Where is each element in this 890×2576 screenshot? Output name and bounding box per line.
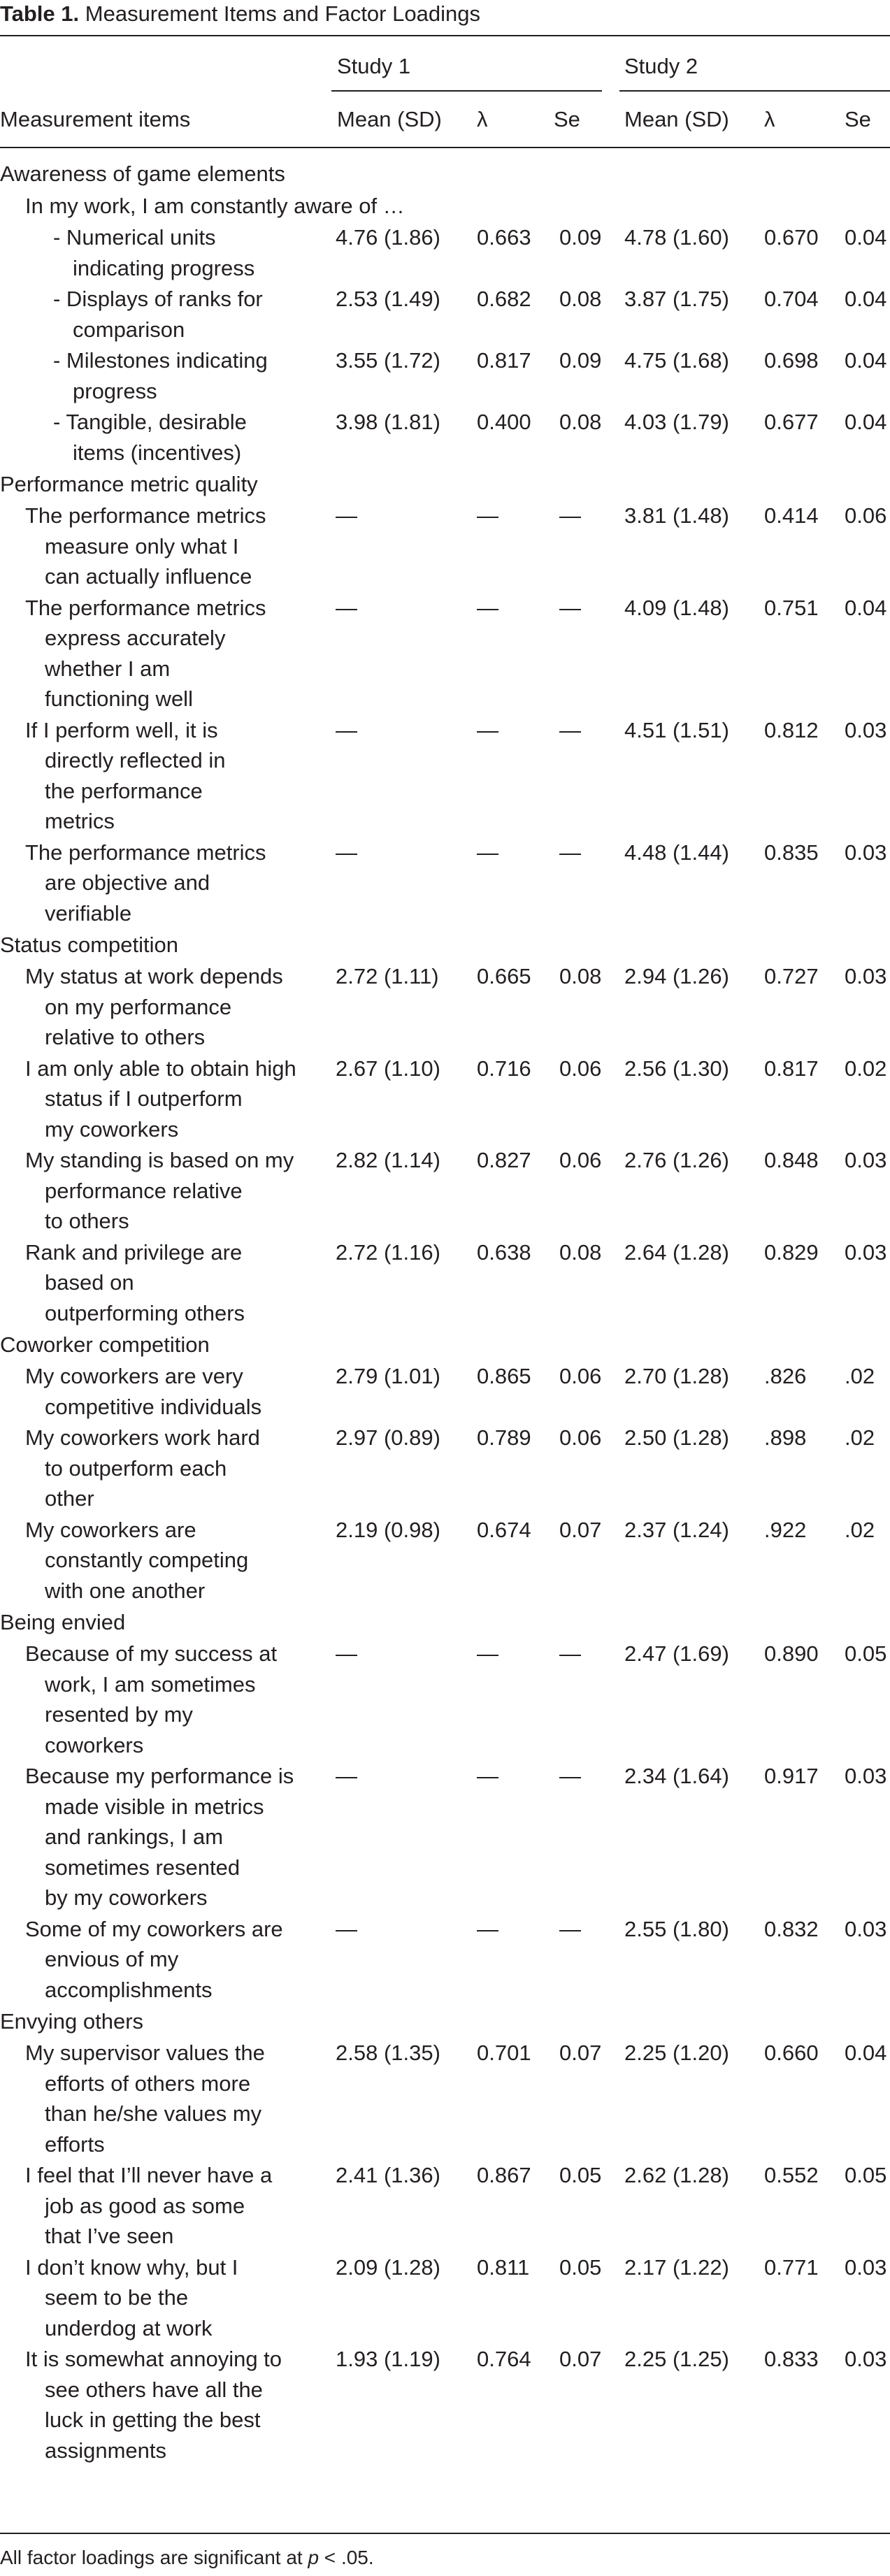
item-text-line: comparison — [73, 317, 185, 342]
cell-mean-study2: 2.56 (1.30) — [624, 1056, 729, 1081]
item-text-line: by my coworkers — [45, 1885, 208, 1910]
item-text-line: on my performance — [45, 994, 232, 1019]
item-text-line: and rankings, I am — [45, 1825, 224, 1849]
cell-lambda-study1: 0.811 — [477, 2254, 530, 2280]
table-row — [0, 2252, 890, 2345]
bottom-rule — [0, 2533, 890, 2534]
cell-mean-study1: 2.72 (1.16) — [336, 1239, 440, 1265]
item-text-line: based on — [45, 1270, 134, 1295]
cell-lambda-study2: 0.817 — [764, 1056, 819, 1081]
item-text-line: The performance metrics — [25, 840, 266, 865]
cell-se-study1: 0.05 — [559, 2254, 602, 2280]
cell-se-study1: 0.05 — [559, 2163, 602, 2187]
item-text-line: than he/she values my — [45, 2101, 262, 2126]
cell-mean-study2: 2.34 (1.64) — [624, 1764, 729, 1788]
cell-lambda-study1: — — [477, 1764, 498, 1788]
item-text-line: I am only able to obtain high — [25, 1056, 296, 1081]
cell-mean-study2: 4.51 (1.51) — [624, 717, 729, 742]
header-rule — [0, 147, 890, 148]
table-row — [0, 1639, 890, 1761]
item-text-line: functioning well — [45, 686, 193, 711]
table-row — [0, 345, 890, 407]
cell-se-study1: 0.06 — [559, 1056, 602, 1081]
item-text-line: to outperform each — [45, 1455, 227, 1481]
item-text-line: envious of my — [45, 1947, 179, 1971]
cell-lambda-study2: .922 — [764, 1517, 807, 1542]
cell-lambda-study2: 0.727 — [764, 964, 819, 988]
item-text-line: metrics — [45, 809, 115, 833]
cell-mean-study2: 4.09 (1.48) — [624, 595, 729, 620]
cell-lambda-study1: — — [477, 503, 498, 528]
table-title: Measurement Items and Factor Loadings — [85, 1, 480, 26]
item-text-line: accomplishments — [45, 1977, 213, 2002]
item-text — [25, 1237, 245, 1329]
cell-lambda-study2: 0.751 — [764, 595, 819, 620]
col-header-mean-2: Mean (SD) — [624, 107, 729, 131]
item-text-line: - Milestones indicating — [53, 348, 268, 373]
item-text-line: indicating progress — [73, 255, 255, 280]
item-text-line: efforts — [45, 2131, 105, 2157]
col-header-se-2: Se — [845, 107, 871, 131]
cell-se-study2: 0.03 — [845, 840, 887, 865]
table-row — [0, 1237, 890, 1330]
item-text — [25, 1761, 294, 1913]
item-text-line: seem to be the — [45, 2285, 189, 2310]
cell-lambda-study2: 0.832 — [764, 1916, 819, 1941]
cell-lambda-study1: 0.638 — [477, 1239, 531, 1265]
table-row — [0, 1515, 890, 1607]
cell-mean-study1: 3.98 (1.81) — [336, 410, 440, 434]
cell-lambda-study1: — — [477, 595, 498, 620]
cell-mean-study2: 2.37 (1.24) — [624, 1517, 729, 1542]
item-text-line: performance relative — [45, 1178, 243, 1203]
item-text — [53, 222, 254, 283]
cell-mean-study2: 2.25 (1.25) — [624, 2347, 729, 2371]
section-heading: Being envied — [0, 1610, 126, 1634]
cell-se-study1: 0.09 — [559, 225, 602, 250]
item-text-line: other — [45, 1486, 94, 1511]
cell-mean-study2: 3.81 (1.48) — [624, 503, 729, 528]
item-text-line: It is somewhat annoying to — [25, 2347, 282, 2371]
item-text-line: whether I am — [45, 656, 171, 681]
item-text — [25, 1145, 294, 1237]
cell-lambda-study1: — — [477, 1641, 498, 1666]
table-row — [0, 2038, 890, 2160]
cell-lambda-study2: 0.835 — [764, 840, 819, 865]
cell-se-study2: 0.03 — [845, 1916, 887, 1941]
item-text — [25, 1639, 277, 1760]
table-row — [0, 284, 890, 345]
item-text-line: My coworkers are very — [25, 1364, 243, 1388]
cell-se-study1: 0.08 — [559, 964, 602, 988]
footnote-text-after: < .05. — [319, 2547, 374, 2568]
study1-rule — [331, 90, 602, 92]
cell-se-study1: 0.06 — [559, 1425, 602, 1450]
item-text-line: work, I am sometimes — [45, 1671, 256, 1697]
cell-se-study2: 0.06 — [845, 503, 887, 528]
cell-lambda-study2: 0.771 — [764, 2254, 819, 2280]
item-text-line: - Displays of ranks for — [53, 287, 263, 311]
table-row — [0, 407, 890, 468]
cell-mean-study2: 3.87 (1.75) — [624, 287, 729, 311]
table-row — [0, 2344, 890, 2466]
cell-se-study1: — — [559, 503, 581, 528]
cell-se-study1: 0.08 — [559, 287, 602, 311]
table-row — [0, 1145, 890, 1237]
item-text-line: with one another — [45, 1578, 206, 1603]
table-row — [0, 1914, 890, 2006]
item-text-line: express accurately — [45, 626, 226, 650]
cell-lambda-study1: 0.665 — [477, 964, 531, 988]
cell-lambda-study2: 0.552 — [764, 2163, 819, 2187]
item-text-line: resented by my — [45, 1702, 193, 1727]
cell-se-study2: 0.03 — [845, 964, 887, 988]
cell-mean-study2: 2.70 (1.28) — [624, 1364, 729, 1388]
cell-lambda-study1: 0.674 — [477, 1517, 531, 1542]
item-text — [25, 2252, 238, 2344]
cell-lambda-study1: 0.789 — [477, 1425, 531, 1450]
cell-mean-study1: 2.82 (1.14) — [336, 1148, 440, 1172]
cell-lambda-study2: 0.812 — [764, 717, 819, 742]
section-heading: Status competition — [0, 933, 179, 957]
cell-mean-study2: 4.03 (1.79) — [624, 410, 729, 434]
item-text — [25, 2344, 282, 2466]
table-row — [0, 1761, 890, 1914]
cell-se-study2: 0.03 — [845, 1148, 887, 1172]
cell-se-study1: 0.08 — [559, 410, 602, 434]
item-text — [25, 2160, 272, 2252]
cell-mean-study2: 4.75 (1.68) — [624, 348, 729, 373]
item-text-line: luck in getting the best — [45, 2408, 261, 2432]
col-header-lambda-1: λ — [477, 107, 488, 131]
cell-lambda-study1: 0.865 — [477, 1364, 531, 1388]
section-heading: Coworker competition — [0, 1332, 210, 1357]
table-caption — [0, 0, 890, 28]
cell-mean-study1: 2.67 (1.10) — [336, 1056, 440, 1081]
cell-mean-study1: 2.58 (1.35) — [336, 2041, 440, 2065]
cell-lambda-study1: 0.716 — [477, 1056, 531, 1081]
item-text-line: see others have all the — [45, 2377, 263, 2402]
cell-lambda-study1: 0.817 — [477, 348, 531, 373]
cell-mean-study1: — — [336, 717, 357, 742]
cell-se-study1: — — [559, 1916, 581, 1941]
item-text-line: my coworkers — [45, 1116, 179, 1142]
item-text — [25, 593, 266, 714]
cell-lambda-study2: 0.670 — [764, 225, 819, 250]
cell-mean-study1: 2.19 (0.98) — [336, 1517, 440, 1542]
cell-se-study2: 0.03 — [845, 717, 887, 742]
cell-mean-study2: 2.64 (1.28) — [624, 1239, 729, 1265]
cell-mean-study1: 2.41 (1.36) — [336, 2163, 440, 2187]
section-heading: Envying others — [0, 2009, 144, 2034]
item-text-line: Rank and privilege are — [25, 1239, 243, 1265]
section-heading: Awareness of game elements — [0, 161, 285, 186]
table-row — [0, 593, 890, 715]
cell-se-study1: 0.07 — [559, 2347, 602, 2371]
col-header-lambda-2: λ — [764, 107, 775, 131]
cell-se-study2: 0.04 — [845, 595, 887, 620]
item-text-line: sometimes resented — [45, 1855, 241, 1880]
item-text-line: verifiable — [45, 900, 132, 926]
item-text-line: I don’t know why, but I — [25, 2254, 238, 2280]
item-text-line: My status at work depends — [25, 964, 283, 988]
cell-se-study2: 0.05 — [845, 2163, 887, 2187]
item-text-line: - Numerical units — [53, 225, 216, 250]
cell-lambda-study2: 0.698 — [764, 348, 819, 373]
cell-se-study1: — — [559, 840, 581, 865]
item-text — [25, 961, 283, 1053]
cell-lambda-study1: 0.827 — [477, 1148, 531, 1172]
table-row — [0, 501, 890, 593]
cell-se-study1: 0.06 — [559, 1364, 602, 1388]
cell-lambda-study1: 0.867 — [477, 2163, 531, 2187]
item-text — [53, 407, 247, 468]
item-text-line: that I’ve seen — [45, 2224, 174, 2248]
item-text-line: My coworkers work hard — [25, 1425, 260, 1450]
cell-lambda-study2: 0.677 — [764, 410, 819, 434]
item-text-line: The performance metrics — [25, 503, 266, 528]
cell-mean-study2: 2.94 (1.26) — [624, 964, 729, 988]
cell-mean-study1: — — [336, 1641, 357, 1666]
cell-se-study1: — — [559, 1764, 581, 1788]
table-row — [0, 1361, 890, 1423]
table-row — [0, 222, 890, 284]
item-text — [25, 1423, 260, 1514]
cell-se-study2: 0.03 — [845, 1764, 887, 1788]
cell-mean-study2: 2.25 (1.20) — [624, 2041, 729, 2065]
item-text-line: Some of my coworkers are — [25, 1916, 283, 1941]
section-heading: Performance metric quality — [0, 472, 258, 496]
cell-mean-study2: 4.48 (1.44) — [624, 840, 729, 865]
cell-mean-study2: 4.78 (1.60) — [624, 225, 729, 250]
item-text-line: relative to others — [45, 1025, 206, 1049]
cell-mean-study1: — — [336, 1764, 357, 1788]
item-text-line: Because of my success at — [25, 1641, 278, 1666]
cell-se-study2: 0.05 — [845, 1641, 887, 1666]
cell-mean-study1: — — [336, 1916, 357, 1941]
cell-lambda-study2: 0.848 — [764, 1148, 819, 1172]
cell-lambda-study1: — — [477, 840, 498, 865]
study2-rule — [619, 90, 890, 92]
table-body — [0, 158, 890, 2466]
item-text-line: are objective and — [45, 870, 210, 895]
footnote-text-before: All factor loadings are significant at — [0, 2547, 308, 2568]
item-text-line: job as good as some — [45, 2193, 245, 2218]
item-text-line: efforts of others more — [45, 2071, 251, 2096]
cell-mean-study2: 2.17 (1.22) — [624, 2254, 729, 2280]
item-text-line: I feel that I’ll never have a — [25, 2163, 273, 2187]
cell-mean-study1: — — [336, 503, 357, 528]
item-text-line: - Tangible, desirable — [53, 410, 247, 434]
cell-lambda-study1: 0.663 — [477, 225, 531, 250]
table-row — [0, 837, 890, 930]
cell-se-study2: 0.03 — [845, 1239, 887, 1265]
cell-se-study1: 0.09 — [559, 348, 602, 373]
cell-se-study2: 0.02 — [845, 1056, 887, 1081]
cell-mean-study1: — — [336, 840, 357, 865]
cell-se-study2: 0.04 — [845, 225, 887, 250]
item-text — [25, 501, 266, 592]
item-text — [25, 715, 225, 837]
item-text-line: made visible in metrics — [45, 1794, 264, 1819]
section-intro: In my work, I am constantly aware of … — [25, 194, 405, 218]
item-text-line: My standing is based on my — [25, 1148, 294, 1172]
cell-lambda-study2: 0.414 — [764, 503, 819, 528]
cell-mean-study1: 1.93 (1.19) — [336, 2347, 440, 2371]
item-text-line: My coworkers are — [25, 1517, 196, 1542]
cell-mean-study1: 2.09 (1.28) — [336, 2254, 440, 2280]
item-text-line: My supervisor values the — [25, 2041, 265, 2065]
cell-lambda-study2: 0.660 — [764, 2041, 819, 2065]
cell-lambda-study1: 0.764 — [477, 2347, 531, 2371]
cell-lambda-study2: .826 — [764, 1364, 807, 1388]
cell-se-study2: 0.04 — [845, 2041, 887, 2065]
col-header-mean-1: Mean (SD) — [337, 107, 442, 131]
cell-lambda-study1: — — [477, 717, 498, 742]
cell-se-study1: 0.06 — [559, 1148, 602, 1172]
item-text — [25, 1515, 248, 1606]
cell-se-study1: — — [559, 717, 581, 742]
footnote-p-symbol: p — [308, 2547, 320, 2568]
cell-mean-study2: 2.62 (1.28) — [624, 2163, 729, 2187]
cell-lambda-study2: 0.917 — [764, 1764, 819, 1788]
item-text-line: Because my performance is — [25, 1764, 294, 1788]
cell-mean-study1: 2.97 (0.89) — [336, 1425, 440, 1450]
col-header-items: Measurement items — [0, 107, 191, 131]
cell-mean-study1: — — [336, 595, 357, 620]
cell-se-study2: 0.04 — [845, 287, 887, 311]
cell-se-study2: .02 — [845, 1364, 875, 1388]
cell-lambda-study1: — — [477, 1916, 498, 1941]
item-text-line: the performance — [45, 778, 203, 803]
cell-mean-study2: 2.76 (1.26) — [624, 1148, 729, 1172]
item-text-line: status if I outperform — [45, 1086, 243, 1111]
cell-lambda-study2: 0.829 — [764, 1239, 819, 1265]
table-label: Table 1. — [0, 1, 80, 26]
item-text-line: If I perform well, it is — [25, 717, 218, 742]
cell-mean-study1: 4.76 (1.86) — [336, 225, 440, 250]
item-text-line: can actually influence — [45, 564, 252, 589]
cell-se-study1: 0.08 — [559, 1239, 602, 1265]
item-text-line: outperforming others — [45, 1300, 245, 1325]
cell-se-study1: — — [559, 1641, 581, 1666]
cell-se-study2: .02 — [845, 1517, 875, 1542]
item-text-line: assignments — [45, 2438, 167, 2463]
item-text-line: constantly competing — [45, 1548, 249, 1572]
cell-mean-study1: 3.55 (1.72) — [336, 348, 440, 373]
cell-mean-study2: 2.55 (1.80) — [624, 1916, 729, 1941]
table-row — [0, 715, 890, 837]
item-text-line: items (incentives) — [73, 440, 242, 465]
cell-mean-study1: 2.72 (1.11) — [336, 964, 439, 988]
table-footnote — [0, 2545, 374, 2570]
cell-lambda-study1: 0.682 — [477, 287, 531, 311]
cell-lambda-study2: 0.833 — [764, 2347, 819, 2371]
item-text — [25, 2038, 265, 2159]
cell-se-study2: 0.04 — [845, 348, 887, 373]
cell-se-study2: 0.04 — [845, 410, 887, 434]
item-text — [25, 837, 266, 929]
item-text-line: measure only what I — [45, 533, 239, 559]
cell-se-study2: 0.03 — [845, 2347, 887, 2371]
cell-lambda-study2: 0.890 — [764, 1641, 819, 1666]
study2-header: Study 2 — [624, 54, 698, 78]
item-text-line: directly reflected in — [45, 748, 226, 772]
cell-lambda-study2: .898 — [764, 1425, 807, 1450]
cell-se-study2: 0.03 — [845, 2254, 887, 2280]
item-text — [53, 345, 268, 406]
item-text-line: competitive individuals — [45, 1394, 262, 1419]
item-text — [25, 1361, 261, 1422]
cell-se-study1: 0.07 — [559, 1517, 602, 1542]
item-text — [53, 284, 263, 345]
cell-lambda-study1: 0.400 — [477, 410, 531, 434]
item-text-line: The performance metrics — [25, 595, 266, 620]
cell-mean-study1: 2.79 (1.01) — [336, 1364, 440, 1388]
cell-lambda-study2: 0.704 — [764, 287, 819, 311]
cell-mean-study2: 2.50 (1.28) — [624, 1425, 729, 1450]
table-row — [0, 1053, 890, 1146]
item-text — [25, 1914, 283, 2006]
cell-se-study1: 0.07 — [559, 2041, 602, 2065]
cell-mean-study1: 2.53 (1.49) — [336, 287, 440, 311]
top-rule — [0, 35, 890, 36]
item-text-line: to others — [45, 1209, 129, 1233]
item-text — [25, 1053, 296, 1145]
item-text-line: progress — [73, 378, 157, 403]
item-text-line: coworkers — [45, 1732, 144, 1757]
cell-se-study1: — — [559, 595, 581, 620]
cell-lambda-study1: 0.701 — [477, 2041, 531, 2065]
table-row — [0, 2160, 890, 2252]
table-row — [0, 961, 890, 1053]
table-row — [0, 1423, 890, 1515]
item-text-line: underdog at work — [45, 2315, 213, 2340]
study1-header: Study 1 — [337, 54, 411, 78]
cell-mean-study2: 2.47 (1.69) — [624, 1641, 729, 1666]
col-header-se-1: Se — [554, 107, 580, 131]
cell-se-study2: .02 — [845, 1425, 875, 1450]
